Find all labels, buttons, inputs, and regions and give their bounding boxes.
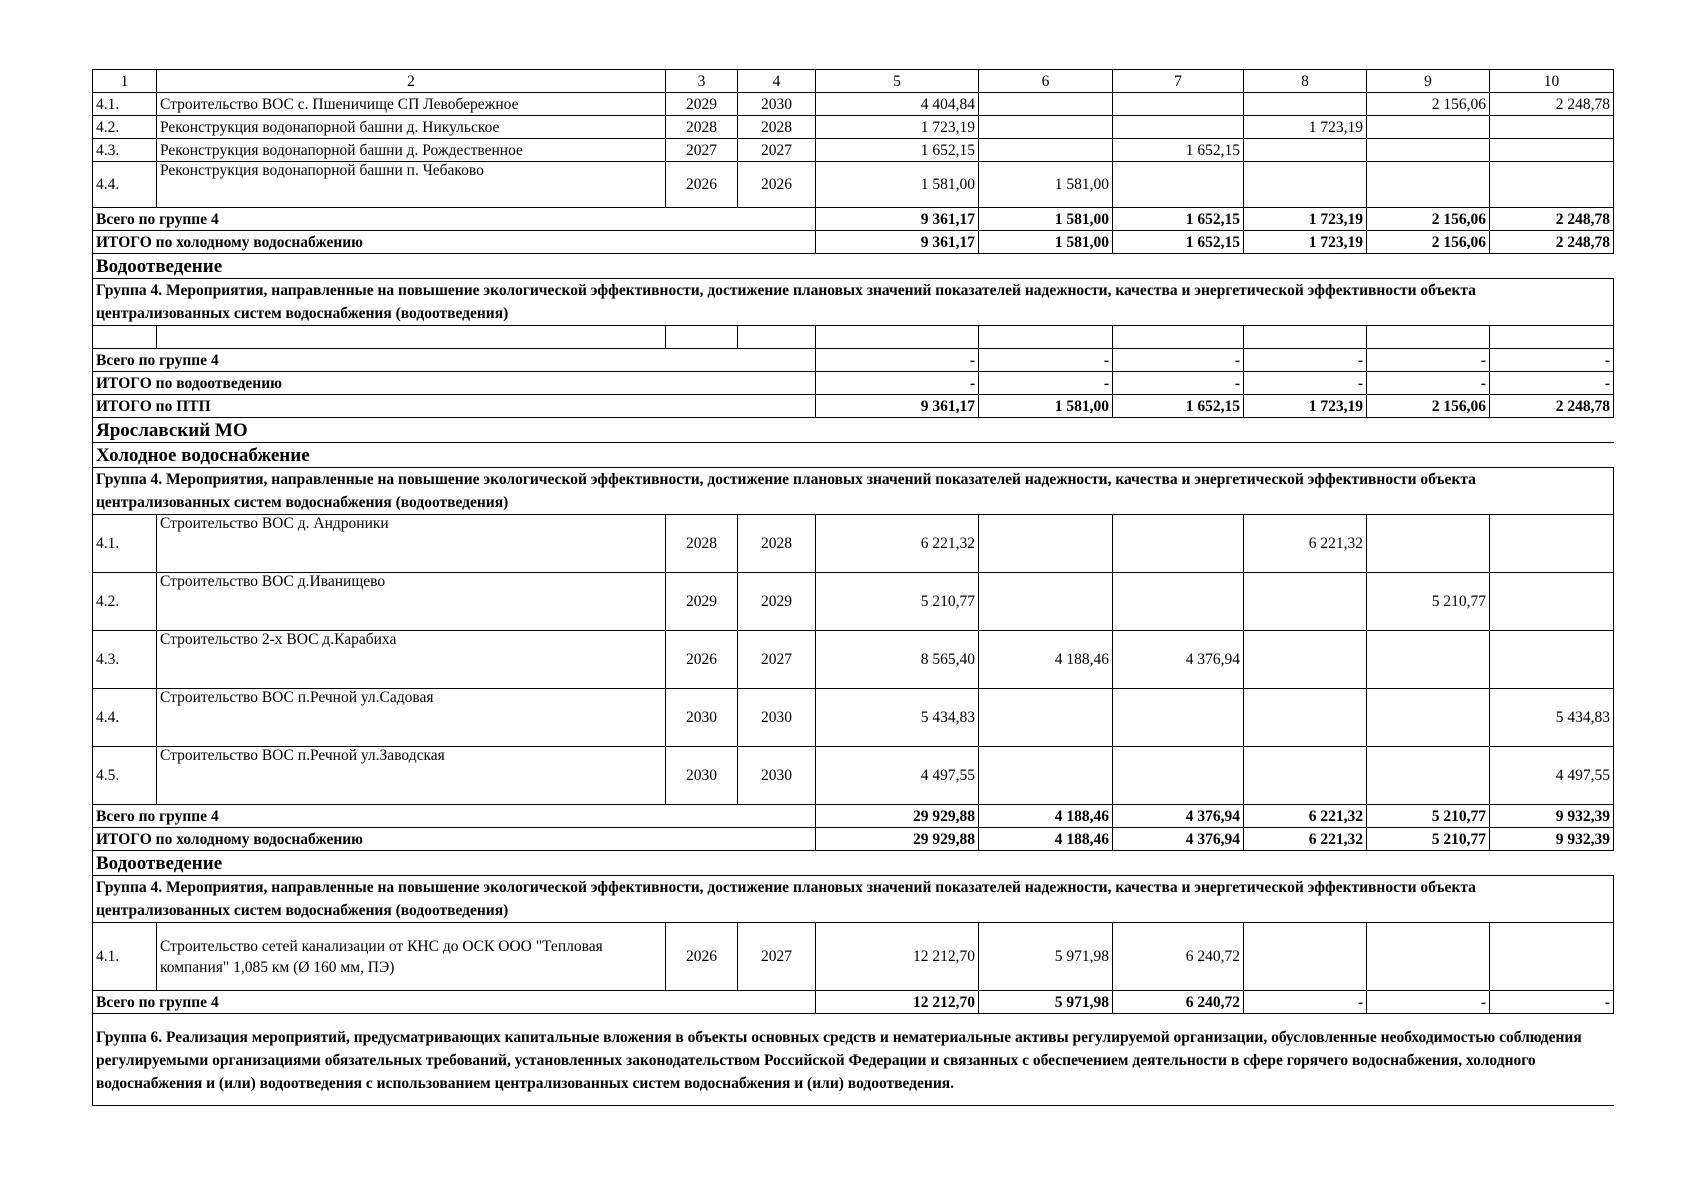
row-start: 2026 bbox=[666, 923, 738, 991]
total-label: ИТОГО по холодному водоснабжению bbox=[93, 231, 816, 254]
total-value: 9 361,17 bbox=[816, 208, 979, 231]
row-end: 2027 bbox=[738, 631, 816, 689]
row-2026: 1 581,00 bbox=[979, 162, 1113, 208]
row-2028: 1 723,19 bbox=[1244, 116, 1367, 139]
section-title: Водоотведение bbox=[93, 851, 1614, 876]
total-2026: 1 581,00 bbox=[979, 208, 1113, 231]
row-2029 bbox=[1367, 689, 1490, 747]
row-total: 5 210,77 bbox=[816, 573, 979, 631]
row-2026 bbox=[979, 139, 1113, 162]
header-cell: 6 bbox=[979, 70, 1113, 93]
row-end: 2027 bbox=[738, 923, 816, 991]
total-2030: - bbox=[1490, 372, 1614, 395]
total-2029: - bbox=[1367, 349, 1490, 372]
row-number: 4.4. bbox=[93, 162, 157, 208]
row-number: 4.4. bbox=[93, 689, 157, 747]
investment-program-sheet bbox=[92, 69, 1613, 1106]
row-start: 2028 bbox=[666, 515, 738, 573]
row-name: Строительство ВОС с. Пшеничище СП Левобережное bbox=[157, 93, 666, 116]
total-2026: 1 581,00 bbox=[979, 231, 1113, 254]
header-cell: 2 bbox=[157, 70, 666, 93]
row-start: 2030 bbox=[666, 689, 738, 747]
total-2028: - bbox=[1244, 991, 1367, 1014]
grand-total-row bbox=[93, 395, 1614, 418]
row-2029 bbox=[1367, 923, 1490, 991]
table-row bbox=[93, 515, 1614, 573]
row-2026 bbox=[979, 747, 1113, 805]
row-start: 2030 bbox=[666, 747, 738, 805]
total-value: 29 929,88 bbox=[816, 805, 979, 828]
row-name: Строительство ВОС д.Иванищево bbox=[157, 573, 666, 631]
total-2030: - bbox=[1490, 991, 1614, 1014]
row-start: 2029 bbox=[666, 573, 738, 631]
total-value: - bbox=[816, 372, 979, 395]
table-row bbox=[93, 689, 1614, 747]
row-name: Реконструкция водонапорной башни п. Чебаково bbox=[157, 162, 666, 208]
group-title: Группа 4. Мероприятия, направленные на повышение экологической эффективности, достижение плановых значений показателей надежности, качества и энергетической эффективности объекта централизованных систем водоснабжения (водоотведения) bbox=[93, 876, 1614, 923]
row-start: 2027 bbox=[666, 139, 738, 162]
total-label: Всего по группе 4 bbox=[93, 349, 816, 372]
row-2027 bbox=[1113, 515, 1244, 573]
section-title-row bbox=[93, 254, 1614, 279]
total-value: 29 929,88 bbox=[816, 828, 979, 851]
row-2030 bbox=[1490, 573, 1614, 631]
row-total: 5 434,83 bbox=[816, 689, 979, 747]
row-2029 bbox=[1367, 747, 1490, 805]
header-cell: 9 bbox=[1367, 70, 1490, 93]
row-2027 bbox=[1113, 573, 1244, 631]
row-2026 bbox=[979, 515, 1113, 573]
table-row bbox=[93, 747, 1614, 805]
header-cell: 10 bbox=[1490, 70, 1614, 93]
row-2030 bbox=[1490, 116, 1614, 139]
table-row bbox=[93, 139, 1614, 162]
row-end: 2030 bbox=[738, 747, 816, 805]
total-2026: - bbox=[979, 349, 1113, 372]
group6-title-row bbox=[93, 1014, 1614, 1106]
total-2028: - bbox=[1244, 349, 1367, 372]
row-total: 6 221,32 bbox=[816, 515, 979, 573]
row-number: 4.3. bbox=[93, 139, 157, 162]
group-title-row bbox=[93, 279, 1614, 326]
total-2026: - bbox=[979, 372, 1113, 395]
total-label: Всего по группе 4 bbox=[93, 208, 816, 231]
total-2027: - bbox=[1113, 349, 1244, 372]
row-2028 bbox=[1244, 573, 1367, 631]
row-2028: 6 221,32 bbox=[1244, 515, 1367, 573]
row-2028 bbox=[1244, 162, 1367, 208]
row-2027: 4 376,94 bbox=[1113, 631, 1244, 689]
total-value: 9 361,17 bbox=[816, 231, 979, 254]
row-2030: 5 434,83 bbox=[1490, 689, 1614, 747]
table-row bbox=[93, 573, 1614, 631]
total-2029: - bbox=[1367, 991, 1490, 1014]
total-2030: 2 248,78 bbox=[1490, 208, 1614, 231]
row-2029 bbox=[1367, 631, 1490, 689]
total-2026: 5 971,98 bbox=[979, 991, 1113, 1014]
row-name: Строительство ВОС п.Речной ул.Заводская bbox=[157, 747, 666, 805]
sewer-total-row bbox=[93, 372, 1614, 395]
total-2027: 1 652,15 bbox=[1113, 395, 1244, 418]
total-2030: 9 932,39 bbox=[1490, 805, 1614, 828]
section-title-row bbox=[93, 443, 1614, 468]
group-title: Группа 4. Мероприятия, направленные на повышение экологической эффективности, достижение плановых значений показателей надежности, качества и энергетической эффективности объекта централизованных систем водоснабжения (водоотведения) bbox=[93, 468, 1614, 515]
row-2029 bbox=[1367, 116, 1490, 139]
row-2027: 1 652,15 bbox=[1113, 139, 1244, 162]
total-value: - bbox=[816, 349, 979, 372]
row-number: 4.2. bbox=[93, 116, 157, 139]
total-2028: 6 221,32 bbox=[1244, 805, 1367, 828]
group-title-row bbox=[93, 876, 1614, 923]
row-2029: 5 210,77 bbox=[1367, 573, 1490, 631]
total-2027: 6 240,72 bbox=[1113, 991, 1244, 1014]
total-2026: 4 188,46 bbox=[979, 828, 1113, 851]
row-2030 bbox=[1490, 162, 1614, 208]
total-label: Всего по группе 4 bbox=[93, 805, 816, 828]
row-2027 bbox=[1113, 162, 1244, 208]
row-number: 4.2. bbox=[93, 573, 157, 631]
row-end: 2029 bbox=[738, 573, 816, 631]
row-2028 bbox=[1244, 747, 1367, 805]
row-start: 2029 bbox=[666, 93, 738, 116]
row-total: 4 497,55 bbox=[816, 747, 979, 805]
group-total-row bbox=[93, 991, 1614, 1014]
total-2028: 1 723,19 bbox=[1244, 208, 1367, 231]
row-2027 bbox=[1113, 93, 1244, 116]
row-name: Строительство ВОС д. Андроники bbox=[157, 515, 666, 573]
row-2029 bbox=[1367, 515, 1490, 573]
section-title: Водоотведение bbox=[93, 254, 1614, 279]
row-total: 1 652,15 bbox=[816, 139, 979, 162]
row-number: 4.3. bbox=[93, 631, 157, 689]
row-2030 bbox=[1490, 139, 1614, 162]
cold-total-row bbox=[93, 231, 1614, 254]
row-end: 2028 bbox=[738, 515, 816, 573]
section-title-row bbox=[93, 851, 1614, 876]
header-cell: 4 bbox=[738, 70, 816, 93]
group-title-row bbox=[93, 468, 1614, 515]
total-2029: 2 156,06 bbox=[1367, 208, 1490, 231]
row-2029: 2 156,06 bbox=[1367, 93, 1490, 116]
row-total: 8 565,40 bbox=[816, 631, 979, 689]
row-2028 bbox=[1244, 631, 1367, 689]
row-name: Строительство сетей канализации от КНС до ОСК ООО "Тепловая компания" 1,085 км (Ø 160 мм, ПЭ) bbox=[157, 923, 666, 991]
cold-total-row bbox=[93, 828, 1614, 851]
total-2029: - bbox=[1367, 372, 1490, 395]
row-2027 bbox=[1113, 116, 1244, 139]
row-end: 2027 bbox=[738, 139, 816, 162]
total-2029: 5 210,77 bbox=[1367, 805, 1490, 828]
row-2029 bbox=[1367, 139, 1490, 162]
total-value: 12 212,70 bbox=[816, 991, 979, 1014]
total-2030: - bbox=[1490, 349, 1614, 372]
row-end: 2030 bbox=[738, 93, 816, 116]
total-2028: 6 221,32 bbox=[1244, 828, 1367, 851]
row-2026 bbox=[979, 689, 1113, 747]
total-2029: 5 210,77 bbox=[1367, 828, 1490, 851]
row-2026: 4 188,46 bbox=[979, 631, 1113, 689]
row-2027 bbox=[1113, 747, 1244, 805]
row-2030 bbox=[1490, 923, 1614, 991]
total-2029: 2 156,06 bbox=[1367, 231, 1490, 254]
table-row bbox=[93, 116, 1614, 139]
table-row bbox=[93, 93, 1614, 116]
row-end: 2026 bbox=[738, 162, 816, 208]
total-2029: 2 156,06 bbox=[1367, 395, 1490, 418]
row-name: Реконструкция водонапорной башни д. Никульское bbox=[157, 116, 666, 139]
row-2027 bbox=[1113, 689, 1244, 747]
row-total: 4 404,84 bbox=[816, 93, 979, 116]
group-total-row bbox=[93, 349, 1614, 372]
row-2028 bbox=[1244, 93, 1367, 116]
row-2030 bbox=[1490, 515, 1614, 573]
total-label: ИТОГО по водоотведению bbox=[93, 372, 816, 395]
group-title: Группа 4. Мероприятия, направленные на повышение экологической эффективности, достижение плановых значений показателей надежности, качества и энергетической эффективности объекта централизованных систем водоснабжения (водоотведения) bbox=[93, 279, 1614, 326]
empty-row bbox=[93, 326, 1614, 349]
row-number: 4.1. bbox=[93, 923, 157, 991]
group-total-row bbox=[93, 805, 1614, 828]
header-cell: 5 bbox=[816, 70, 979, 93]
row-start: 2026 bbox=[666, 162, 738, 208]
row-2028 bbox=[1244, 923, 1367, 991]
row-2026 bbox=[979, 116, 1113, 139]
row-2026 bbox=[979, 93, 1113, 116]
row-number: 4.1. bbox=[93, 515, 157, 573]
row-2030 bbox=[1490, 631, 1614, 689]
row-name: Реконструкция водонапорной башни д. Рождественное bbox=[157, 139, 666, 162]
total-2027: 1 652,15 bbox=[1113, 231, 1244, 254]
total-2026: 4 188,46 bbox=[979, 805, 1113, 828]
total-label: ИТОГО по холодному водоснабжению bbox=[93, 828, 816, 851]
row-start: 2028 bbox=[666, 116, 738, 139]
row-2026: 5 971,98 bbox=[979, 923, 1113, 991]
section-title: Холодное водоснабжение bbox=[93, 443, 1614, 468]
row-total: 12 212,70 bbox=[816, 923, 979, 991]
row-2028 bbox=[1244, 139, 1367, 162]
row-2030: 4 497,55 bbox=[1490, 747, 1614, 805]
row-2026 bbox=[979, 573, 1113, 631]
investment-table bbox=[92, 69, 1614, 1106]
row-total: 1 723,19 bbox=[816, 116, 979, 139]
row-2027: 6 240,72 bbox=[1113, 923, 1244, 991]
table-row bbox=[93, 631, 1614, 689]
total-2026: 1 581,00 bbox=[979, 395, 1113, 418]
group-total-row bbox=[93, 208, 1614, 231]
total-2030: 2 248,78 bbox=[1490, 395, 1614, 418]
header-cell: 7 bbox=[1113, 70, 1244, 93]
header-cell: 8 bbox=[1244, 70, 1367, 93]
total-2028: - bbox=[1244, 372, 1367, 395]
section-title-row bbox=[93, 418, 1614, 443]
total-label: Всего по группе 4 bbox=[93, 991, 816, 1014]
table-row bbox=[93, 162, 1614, 208]
total-2027: - bbox=[1113, 372, 1244, 395]
municipality-title: Ярославский МО bbox=[93, 418, 1614, 443]
total-2028: 1 723,19 bbox=[1244, 395, 1367, 418]
row-2028 bbox=[1244, 689, 1367, 747]
row-end: 2030 bbox=[738, 689, 816, 747]
total-label: ИТОГО по ПТП bbox=[93, 395, 816, 418]
row-name: Строительство 2-х ВОС д.Карабиха bbox=[157, 631, 666, 689]
group-title: Группа 6. Реализация мероприятий, предусматривающих капитальные вложения в объекты основных средств и нематериальные активы регулируемой организации, обусловленные необходимостью соблюдения регулируемыми организациями обязательных требований, установленных законодательством Российской Федерации и связанных с обеспечением деятельности в сфере горячего водоснабжения, холодного водоснабжения и (или) водоотведения с использованием централизованных систем водоснабжения и (или) водоотведения. bbox=[93, 1014, 1614, 1106]
row-start: 2026 bbox=[666, 631, 738, 689]
row-end: 2028 bbox=[738, 116, 816, 139]
header-cell: 1 bbox=[93, 70, 157, 93]
column-number-row bbox=[93, 70, 1614, 93]
row-2030: 2 248,78 bbox=[1490, 93, 1614, 116]
total-2030: 2 248,78 bbox=[1490, 231, 1614, 254]
total-2027: 4 376,94 bbox=[1113, 805, 1244, 828]
total-2027: 1 652,15 bbox=[1113, 208, 1244, 231]
row-total: 1 581,00 bbox=[816, 162, 979, 208]
row-name: Строительство ВОС п.Речной ул.Садовая bbox=[157, 689, 666, 747]
header-cell: 3 bbox=[666, 70, 738, 93]
total-2028: 1 723,19 bbox=[1244, 231, 1367, 254]
table-row bbox=[93, 923, 1614, 991]
total-value: 9 361,17 bbox=[816, 395, 979, 418]
total-2027: 4 376,94 bbox=[1113, 828, 1244, 851]
total-2030: 9 932,39 bbox=[1490, 828, 1614, 851]
row-2029 bbox=[1367, 162, 1490, 208]
row-number: 4.1. bbox=[93, 93, 157, 116]
row-number: 4.5. bbox=[93, 747, 157, 805]
